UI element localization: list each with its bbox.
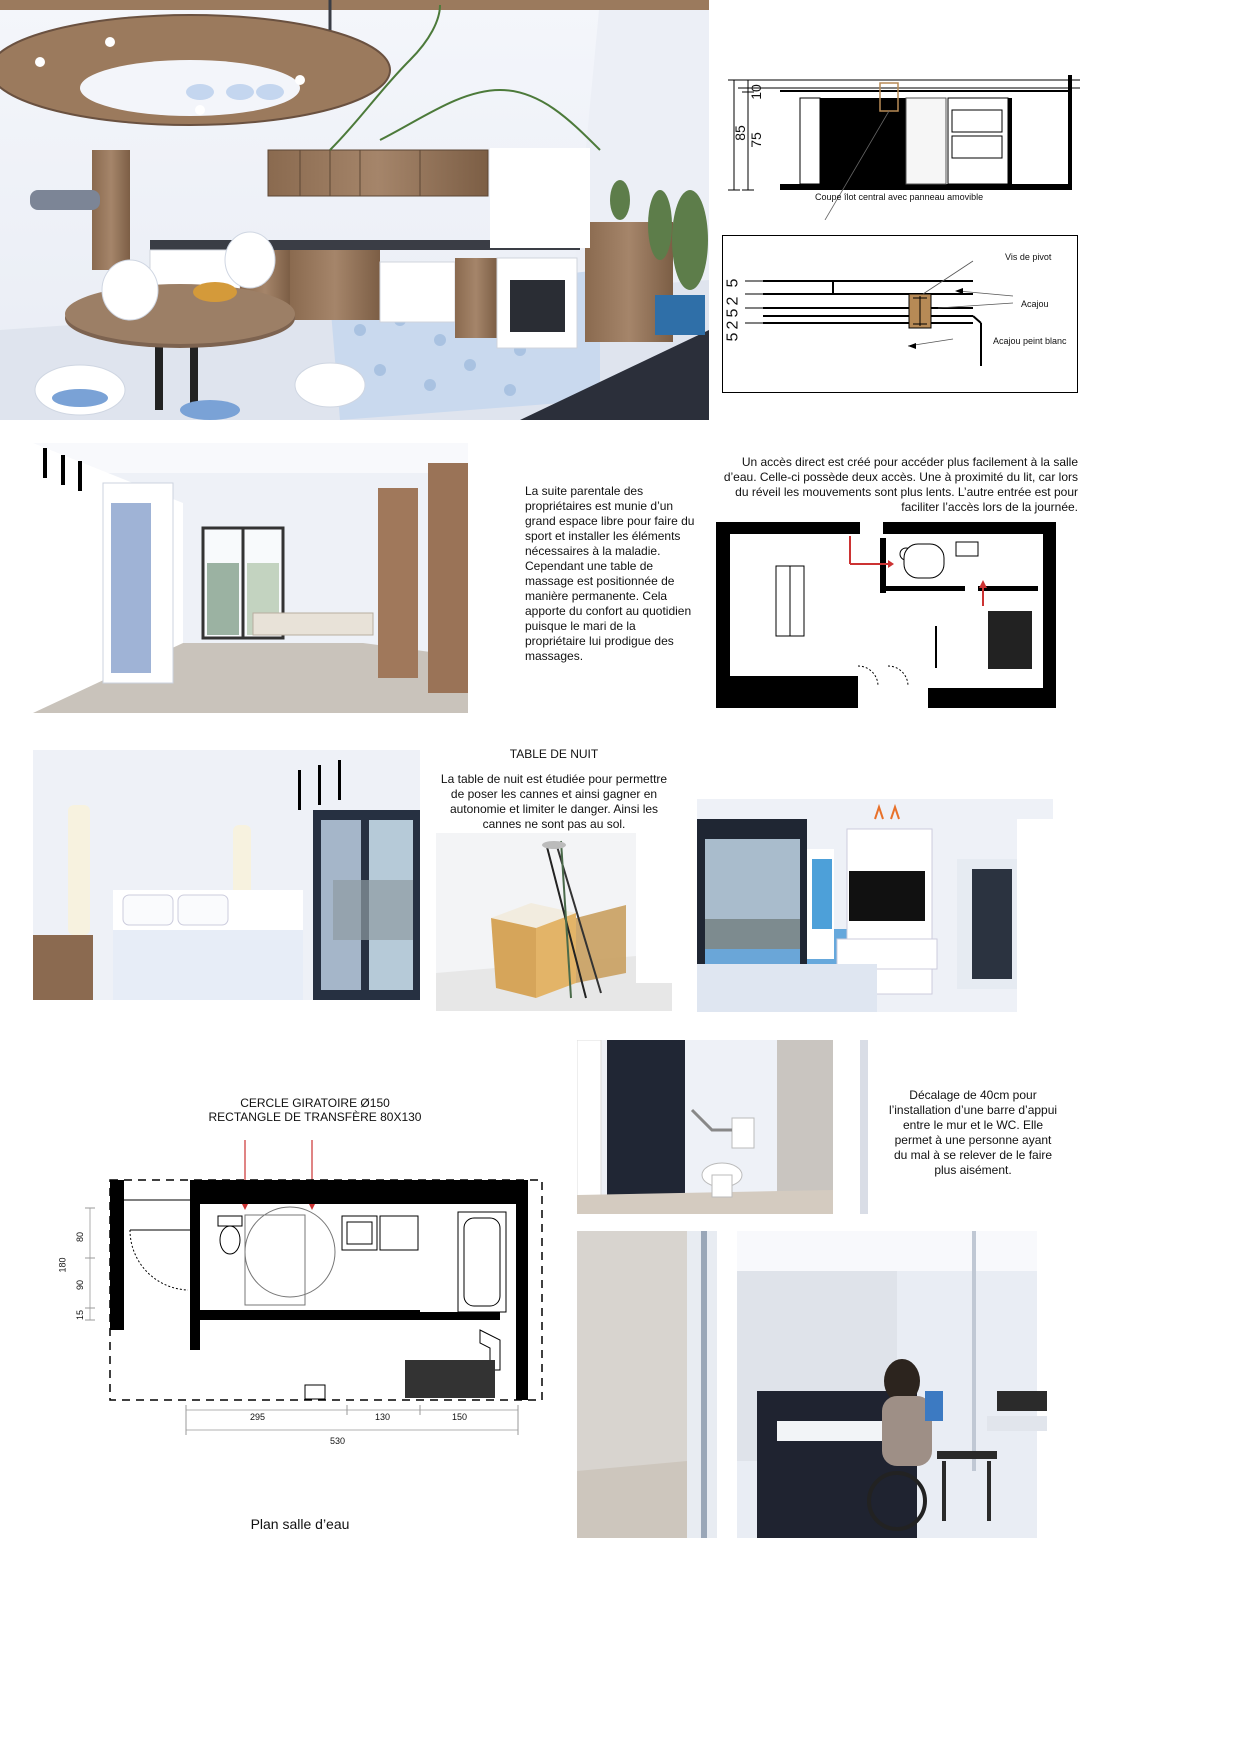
suite-floor-plan	[708, 516, 1060, 713]
pivot-dim-1: 5	[724, 278, 742, 288]
pivot-dim-4: 2	[724, 320, 742, 330]
pivot-dim-5: 5	[724, 332, 742, 342]
suite-description: La suite parentale des propriétaires est munie d’un grand espace libre pour faire du sport et installer les éléments nécessaires à la maladie. Cependant une table de massage est positionnée de manière permanente. Cela apporte du confort au quotidien puisque le mari de la propriétaire lui prodigue des massages.	[525, 484, 695, 663]
suite-render	[33, 443, 513, 713]
pivot-dim-2: 2	[724, 296, 742, 306]
wc-side-strip	[860, 1040, 868, 1214]
dim-180: 180	[57, 1257, 68, 1273]
pivot-detail-drawing	[722, 235, 1078, 393]
label-acajou-peint-blanc: Acajou peint blanc	[993, 336, 1067, 346]
section-dim-75: 75	[747, 132, 764, 148]
label-vis-de-pivot: Vis de pivot	[1005, 252, 1052, 262]
dim-90: 90	[75, 1279, 86, 1291]
tv-wall-render	[697, 799, 1053, 1012]
kitchen-render	[0, 0, 709, 420]
bedroom-render	[33, 750, 420, 1000]
access-description: Un accès direct est créé pour accéder plus facilement à la salle d’eau. Celle-ci possède deux accès. Une à proximité du lit, car lors du réveil les mouvements sont plus lents. L’autre entrée est pour faciliter l’accès lors de la journée.	[723, 455, 1078, 514]
dim-130: 130	[375, 1412, 391, 1422]
section-dim-10: 10	[747, 84, 764, 100]
nightstand-description: La table de nuit est étudiée pour permettre de poser les cannes et ainsi gagner en autonomie et limiter le danger. Ainsi les cannes ne sont pas au sol.	[440, 772, 668, 831]
wc-description: Décalage de 40cm pour l’installation d’une barre d’appui entre le mur et le WC. Elle permet à une personne ayant du mal à se relever de le faire plus aisément.	[888, 1088, 1058, 1177]
dim-295: 295	[250, 1412, 266, 1422]
dim-150: 150	[452, 1412, 468, 1422]
bathroom-detail-render	[577, 1231, 717, 1538]
bathroom-plan	[50, 1140, 550, 1480]
wc-render	[577, 1040, 833, 1214]
bathroom-plan-caption: Plan salle d’eau	[250, 1516, 350, 1532]
turning-circle-label: CERCLE GIRATOIRE Ø150	[240, 1096, 390, 1110]
nightstand-render	[436, 833, 672, 1011]
section-caption: Coupe îlot central avec panneau amovible	[815, 192, 984, 202]
dim-530: 530	[330, 1436, 346, 1446]
dim-80: 80	[75, 1231, 86, 1243]
nightstand-title: TABLE DE NUIT	[509, 747, 599, 761]
transfer-rect-label: RECTANGLE DE TRANSFÈRE 80X130	[208, 1110, 422, 1124]
wheelchair-bathroom-render	[737, 1231, 1091, 1538]
section-dim-85: 85	[731, 125, 748, 141]
dim-15: 15	[75, 1309, 86, 1321]
label-acajou: Acajou	[1021, 299, 1049, 309]
pivot-dim-3: 5	[724, 308, 742, 318]
